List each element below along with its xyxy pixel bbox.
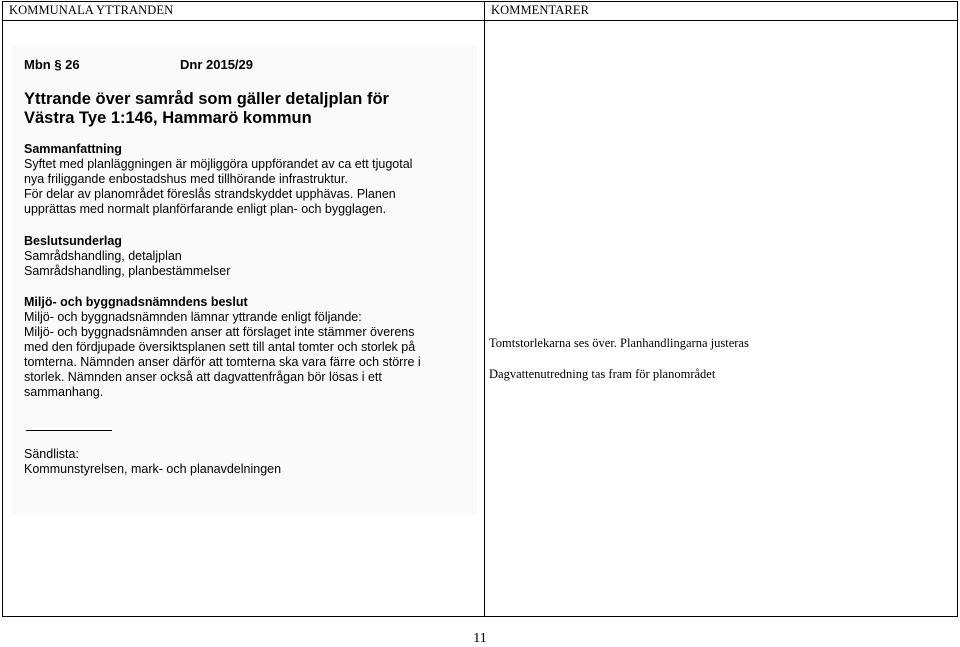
column-divider	[484, 2, 485, 616]
table-header-row	[3, 2, 957, 21]
beslutsunderlag-heading: Beslutsunderlag	[24, 234, 122, 248]
comment-line: Tomtstorlekarna ses över. Planhandlingarna justeras	[489, 336, 749, 350]
header-kommunala-yttranden: KOMMUNALA YTTRANDEN	[9, 3, 174, 17]
paragraph-number: Mbn § 26	[24, 57, 80, 72]
sandlista-heading: Sändlista:	[24, 447, 79, 461]
protocol-title-line-1: Yttrande över samråd som gäller detaljplan för	[24, 90, 389, 108]
sammanfattning-line: För delar av planområdet föreslås strandskyddet upphävas. Planen	[24, 187, 396, 201]
beslut-line: tomterna. Nämnden anser därför att tomterna ska vara färre och större i	[24, 355, 421, 369]
header-kommentarer: KOMMENTARER	[491, 3, 590, 17]
sammanfattning-line: upprättas med normalt planförfarande enligt plan- och bygglagen.	[24, 202, 387, 216]
sandlista-line: Kommunstyrelsen, mark- och planavdelningen	[24, 462, 282, 476]
beslutsunderlag-line: Samrådshandling, planbestämmelser	[24, 264, 231, 278]
beslut-line: Miljö- och byggnadsnämnden lämnar yttrande enligt följande:	[24, 310, 362, 324]
comment-line: Dagvattenutredning tas fram för planområdet	[489, 367, 716, 381]
beslut-line: med den fördjupade översiktsplanen sett till antal tomter och storlek på	[24, 340, 416, 354]
beslut-line: sammanhang.	[24, 385, 104, 399]
signature-rule	[26, 430, 112, 431]
protocol-title-line-2: Västra Tye 1:146, Hammarö kommun	[24, 109, 312, 127]
diary-number: Dnr 2015/29	[180, 57, 253, 72]
sammanfattning-line: Syftet med planläggningen är möjliggöra uppförandet av ca ett tjugotal	[24, 157, 413, 171]
scanned-protocol-excerpt	[12, 45, 477, 515]
sammanfattning-heading: Sammanfattning	[24, 142, 122, 156]
sammanfattning-line: nya friliggande enbostadshus med tillhörande infrastruktur.	[24, 172, 348, 186]
beslut-heading: Miljö- och byggnadsnämndens beslut	[24, 295, 248, 309]
beslutsunderlag-line: Samrådshandling, detaljplan	[24, 249, 182, 263]
beslut-line: storlek. Nämnden anser också att dagvattenfrågan bör lösas i ett	[24, 370, 382, 384]
page-number: 11	[473, 631, 487, 646]
beslut-line: Miljö- och byggnadsnämnden anser att förslaget inte stämmer överens	[24, 325, 415, 339]
